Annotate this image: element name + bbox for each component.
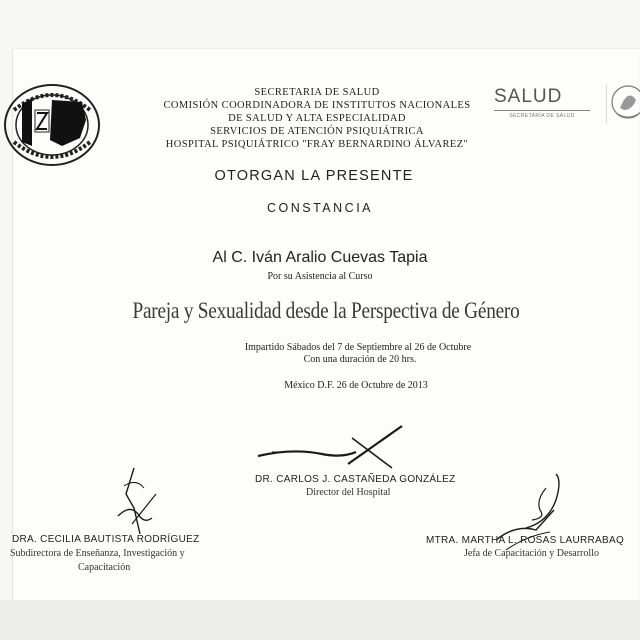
course-dates: Impartido Sábados del 7 de Septiembre al 26 de Octubre: [244, 342, 472, 353]
course-duration: Con una duración de 20 hrs.: [303, 354, 417, 365]
subdirector-role-line-2: Capacitación: [78, 562, 131, 573]
director-name: DR. CARLOS J. CASTAÑEDA GONZÁLEZ: [255, 474, 456, 485]
director-role: Director del Hospital: [306, 487, 391, 498]
constancia-title: CONSTANCIA: [266, 201, 374, 215]
subdirector-role-line-1: Subdirectora de Enseñanza, Investigación y: [10, 548, 185, 559]
header-line-5: HOSPITAL PSIQUIÁTRICO "FRAY BERNARDINO ÁLVAREZ": [165, 139, 469, 150]
issue-date: México D.F. 26 de Octubre de 2013: [284, 380, 428, 391]
recipient-name: Al C. Iván Aralio Cuevas Tapia: [212, 249, 428, 266]
training-head-name: MTRA. MARTHA L. ROSAS LAURRABAQ: [426, 535, 625, 546]
subdirector-name: DRA. CECILIA BAUTISTA RODRÍGUEZ: [12, 534, 200, 545]
header-line-1: SECRETARIA DE SALUD: [254, 87, 380, 98]
attendance-line: Por su Asistencia al Curso: [267, 271, 373, 282]
header-line-4: SERVICIOS DE ATENCIÓN PSIQUIÁTRICA: [210, 126, 424, 137]
course-title: Pareja y Sexualidad desde la Perspectiva de Género: [132, 298, 520, 323]
training-head-signature: [466, 470, 576, 560]
salud-logo-subtitle: SECRETARÍA DE SALUD: [509, 113, 575, 119]
header-line-2: COMISIÓN COORDINADORA DE INSTITUTOS NACIONALES: [163, 100, 471, 111]
otorgan-heading: OTORGAN LA PRESENTE: [214, 168, 414, 184]
training-head-role: Jefa de Capacitación y Desarrollo: [464, 548, 599, 559]
salud-logo-text: SALUD: [494, 86, 563, 107]
header-line-3: DE SALUD Y ALTA ESPECIALIDAD: [228, 113, 406, 124]
director-signature: [252, 418, 412, 474]
subdirector-signature: [104, 464, 164, 544]
scan-edge: [0, 600, 640, 640]
